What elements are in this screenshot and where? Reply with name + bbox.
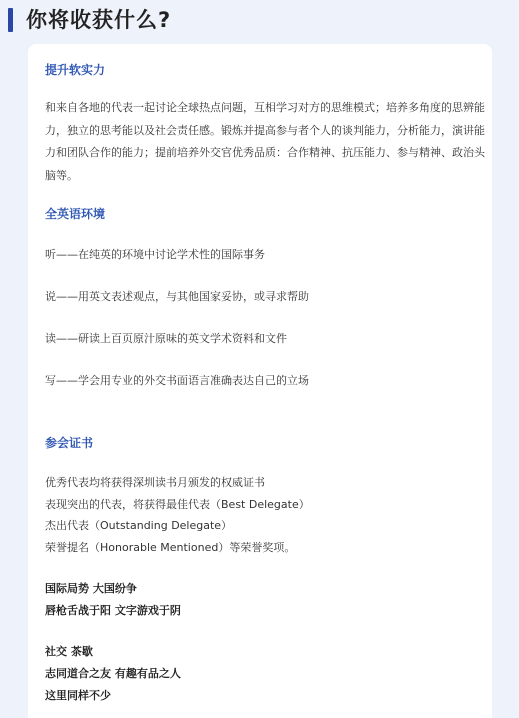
- highlight-line: 社交 茶歇: [45, 645, 93, 658]
- certificate-line: 杰出代表（Outstanding Delegate）: [45, 519, 233, 532]
- highlight-line: 这里同样不少: [45, 689, 111, 702]
- certificate-line: 表现突出的代表，将获得最佳代表（Best Delegate）: [45, 498, 310, 511]
- section-title-certificate: 参会证书: [45, 436, 94, 450]
- highlight-line: 国际局势 大国纷争: [45, 582, 137, 595]
- english-env-item-read: 读——研读上百页原汁原味的英文学术资料和文件: [45, 332, 287, 345]
- title-accent-bar: [8, 8, 13, 32]
- section-title-english-env: 全英语环境: [45, 207, 106, 221]
- section-title-soft-power: 提升软实力: [45, 63, 106, 77]
- soft-power-paragraph: 和来自各地的代表一起讨论全球热点问题，互相学习对方的思维模式；培养多角度的思辨能力，独立的思考能以及社会责任感。锻炼并提高参与者个人的谈判能力，分析能力，演讲能力和团队合作的能力；提前培养外交官优秀品质：合作精神、抗压能力、参与精神、政治头脑等。: [45, 101, 485, 182]
- certificate-line: 优秀代表均将获得深圳读书月颁发的权威证书: [45, 476, 265, 489]
- content-card: [28, 44, 492, 718]
- certificate-line: 荣誉提名（Honorable Mentioned）等荣誉奖项。: [45, 541, 296, 554]
- highlight-line: 唇枪舌战于阳 文字游戏于阴: [45, 604, 181, 617]
- highlight-line: 志同道合之友 有趣有品之人: [45, 667, 181, 680]
- page-title: 你将收获什么?: [26, 8, 172, 32]
- english-env-item-write: 写——学会用专业的外交书面语言准确表达自己的立场: [45, 374, 309, 387]
- english-env-item-speak: 说——用英文表述观点，与其他国家妥协，或寻求帮助: [45, 290, 309, 303]
- page-header: [8, 7, 171, 33]
- english-env-item-listen: 听——在纯英的环境中讨论学术性的国际事务: [45, 248, 265, 261]
